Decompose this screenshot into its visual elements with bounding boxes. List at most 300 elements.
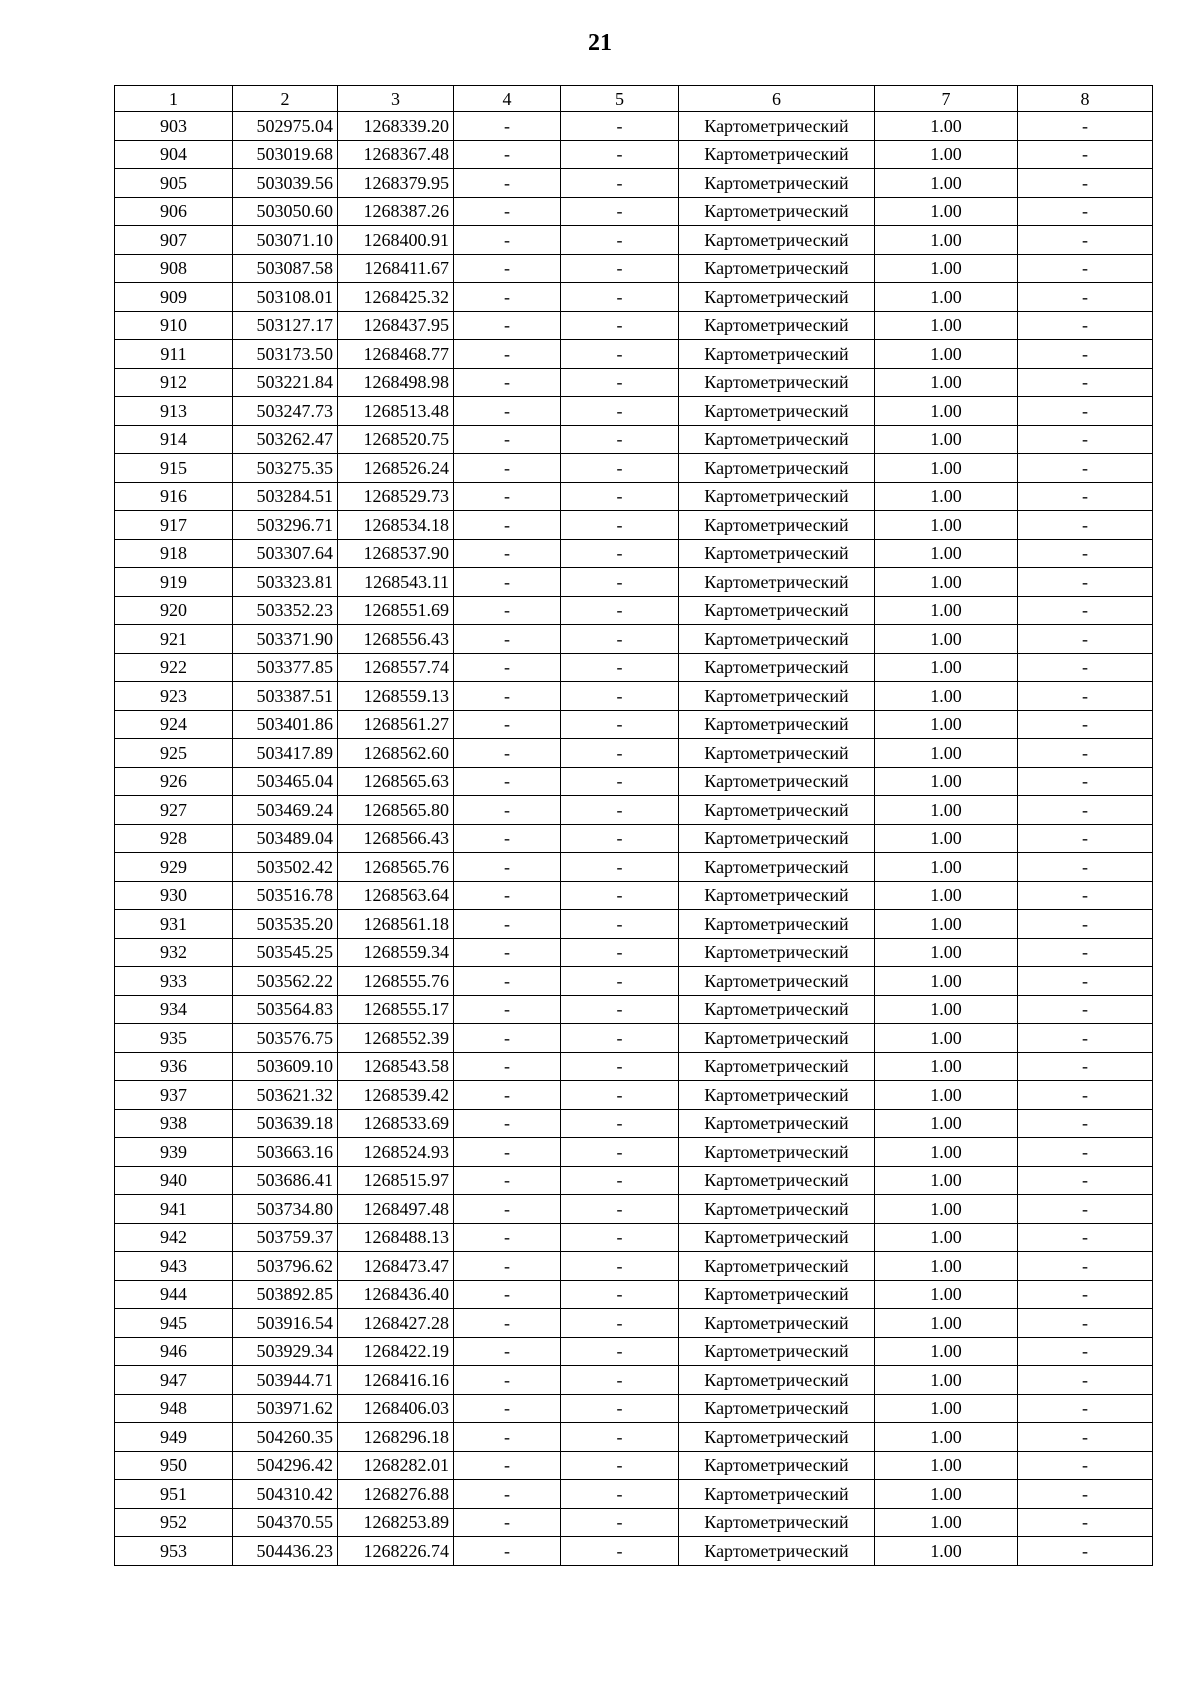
method-cell: Картометрический bbox=[679, 454, 875, 483]
point-number-cell: 928 bbox=[115, 824, 233, 853]
column-8-cell: - bbox=[1018, 824, 1153, 853]
column-5-cell: - bbox=[561, 1280, 679, 1309]
column-5-cell: - bbox=[561, 169, 679, 198]
column-4-cell: - bbox=[454, 1309, 561, 1338]
table-row bbox=[115, 739, 1153, 768]
x-coordinate-cell: 503562.22 bbox=[233, 967, 338, 996]
point-number-cell: 923 bbox=[115, 682, 233, 711]
column-8-cell: - bbox=[1018, 397, 1153, 426]
method-cell: Картометрический bbox=[679, 1480, 875, 1509]
point-number-cell: 952 bbox=[115, 1508, 233, 1537]
column-5-cell: - bbox=[561, 739, 679, 768]
column-8-cell: - bbox=[1018, 1138, 1153, 1167]
column-8-cell: - bbox=[1018, 796, 1153, 825]
method-cell: Картометрический bbox=[679, 1138, 875, 1167]
accuracy-cell: 1.00 bbox=[875, 511, 1018, 540]
x-coordinate-cell: 503173.50 bbox=[233, 340, 338, 369]
column-8-cell: - bbox=[1018, 938, 1153, 967]
y-coordinate-cell: 1268562.60 bbox=[338, 739, 454, 768]
point-number-cell: 910 bbox=[115, 311, 233, 340]
column-8-cell: - bbox=[1018, 881, 1153, 910]
column-header: 2 bbox=[233, 86, 338, 112]
accuracy-cell: 1.00 bbox=[875, 938, 1018, 967]
point-number-cell: 931 bbox=[115, 910, 233, 939]
method-cell: Картометрический bbox=[679, 1280, 875, 1309]
method-cell: Картометрический bbox=[679, 1537, 875, 1566]
y-coordinate-cell: 1268427.28 bbox=[338, 1309, 454, 1338]
method-cell: Картометрический bbox=[679, 653, 875, 682]
column-header: 3 bbox=[338, 86, 454, 112]
y-coordinate-cell: 1268296.18 bbox=[338, 1423, 454, 1452]
column-header: 5 bbox=[561, 86, 679, 112]
y-coordinate-cell: 1268379.95 bbox=[338, 169, 454, 198]
x-coordinate-cell: 503892.85 bbox=[233, 1280, 338, 1309]
column-5-cell: - bbox=[561, 596, 679, 625]
method-cell: Картометрический bbox=[679, 482, 875, 511]
column-8-cell: - bbox=[1018, 368, 1153, 397]
x-coordinate-cell: 503686.41 bbox=[233, 1166, 338, 1195]
method-cell: Картометрический bbox=[679, 881, 875, 910]
method-cell: Картометрический bbox=[679, 625, 875, 654]
column-4-cell: - bbox=[454, 197, 561, 226]
accuracy-cell: 1.00 bbox=[875, 625, 1018, 654]
x-coordinate-cell: 503071.10 bbox=[233, 226, 338, 255]
accuracy-cell: 1.00 bbox=[875, 539, 1018, 568]
column-4-cell: - bbox=[454, 824, 561, 853]
column-4-cell: - bbox=[454, 1508, 561, 1537]
column-5-cell: - bbox=[561, 653, 679, 682]
accuracy-cell: 1.00 bbox=[875, 853, 1018, 882]
column-8-cell: - bbox=[1018, 967, 1153, 996]
column-8-cell: - bbox=[1018, 140, 1153, 169]
point-number-cell: 945 bbox=[115, 1309, 233, 1338]
accuracy-cell: 1.00 bbox=[875, 1109, 1018, 1138]
table-row bbox=[115, 824, 1153, 853]
point-number-cell: 937 bbox=[115, 1081, 233, 1110]
table-row bbox=[115, 226, 1153, 255]
method-cell: Картометрический bbox=[679, 539, 875, 568]
x-coordinate-cell: 503296.71 bbox=[233, 511, 338, 540]
point-number-cell: 915 bbox=[115, 454, 233, 483]
x-coordinate-cell: 503609.10 bbox=[233, 1052, 338, 1081]
column-4-cell: - bbox=[454, 596, 561, 625]
accuracy-cell: 1.00 bbox=[875, 653, 1018, 682]
column-8-cell: - bbox=[1018, 454, 1153, 483]
x-coordinate-cell: 503307.64 bbox=[233, 539, 338, 568]
accuracy-cell: 1.00 bbox=[875, 1223, 1018, 1252]
column-4-cell: - bbox=[454, 1451, 561, 1480]
accuracy-cell: 1.00 bbox=[875, 1480, 1018, 1509]
column-5-cell: - bbox=[561, 539, 679, 568]
table-row bbox=[115, 311, 1153, 340]
table-row bbox=[115, 1337, 1153, 1366]
method-cell: Картометрический bbox=[679, 1423, 875, 1452]
column-5-cell: - bbox=[561, 1052, 679, 1081]
table-row bbox=[115, 482, 1153, 511]
accuracy-cell: 1.00 bbox=[875, 710, 1018, 739]
y-coordinate-cell: 1268551.69 bbox=[338, 596, 454, 625]
table-row bbox=[115, 1537, 1153, 1566]
x-coordinate-cell: 503352.23 bbox=[233, 596, 338, 625]
column-5-cell: - bbox=[561, 311, 679, 340]
y-coordinate-cell: 1268276.88 bbox=[338, 1480, 454, 1509]
y-coordinate-cell: 1268437.95 bbox=[338, 311, 454, 340]
x-coordinate-cell: 504370.55 bbox=[233, 1508, 338, 1537]
column-4-cell: - bbox=[454, 368, 561, 397]
method-cell: Картометрический bbox=[679, 1166, 875, 1195]
x-coordinate-cell: 503417.89 bbox=[233, 739, 338, 768]
table-row bbox=[115, 967, 1153, 996]
column-4-cell: - bbox=[454, 340, 561, 369]
column-header: 8 bbox=[1018, 86, 1153, 112]
point-number-cell: 953 bbox=[115, 1537, 233, 1566]
column-4-cell: - bbox=[454, 1166, 561, 1195]
column-4-cell: - bbox=[454, 1081, 561, 1110]
y-coordinate-cell: 1268387.26 bbox=[338, 197, 454, 226]
y-coordinate-cell: 1268498.98 bbox=[338, 368, 454, 397]
table-row bbox=[115, 340, 1153, 369]
column-8-cell: - bbox=[1018, 1280, 1153, 1309]
y-coordinate-cell: 1268557.74 bbox=[338, 653, 454, 682]
x-coordinate-cell: 503323.81 bbox=[233, 568, 338, 597]
column-4-cell: - bbox=[454, 910, 561, 939]
column-4-cell: - bbox=[454, 938, 561, 967]
column-4-cell: - bbox=[454, 1109, 561, 1138]
method-cell: Картометрический bbox=[679, 340, 875, 369]
column-5-cell: - bbox=[561, 682, 679, 711]
point-number-cell: 906 bbox=[115, 197, 233, 226]
x-coordinate-cell: 503127.17 bbox=[233, 311, 338, 340]
column-8-cell: - bbox=[1018, 910, 1153, 939]
x-coordinate-cell: 503759.37 bbox=[233, 1223, 338, 1252]
accuracy-cell: 1.00 bbox=[875, 682, 1018, 711]
y-coordinate-cell: 1268565.76 bbox=[338, 853, 454, 882]
point-number-cell: 935 bbox=[115, 1024, 233, 1053]
table-row bbox=[115, 1052, 1153, 1081]
column-4-cell: - bbox=[454, 767, 561, 796]
x-coordinate-cell: 503971.62 bbox=[233, 1394, 338, 1423]
table-row bbox=[115, 568, 1153, 597]
column-5-cell: - bbox=[561, 881, 679, 910]
point-number-cell: 933 bbox=[115, 967, 233, 996]
column-4-cell: - bbox=[454, 140, 561, 169]
point-number-cell: 947 bbox=[115, 1366, 233, 1395]
column-5-cell: - bbox=[561, 767, 679, 796]
x-coordinate-cell: 503019.68 bbox=[233, 140, 338, 169]
table-row bbox=[115, 796, 1153, 825]
column-5-cell: - bbox=[561, 938, 679, 967]
x-coordinate-cell: 503284.51 bbox=[233, 482, 338, 511]
x-coordinate-cell: 503545.25 bbox=[233, 938, 338, 967]
point-number-cell: 912 bbox=[115, 368, 233, 397]
accuracy-cell: 1.00 bbox=[875, 1337, 1018, 1366]
y-coordinate-cell: 1268367.48 bbox=[338, 140, 454, 169]
table-row bbox=[115, 1508, 1153, 1537]
point-number-cell: 913 bbox=[115, 397, 233, 426]
column-5-cell: - bbox=[561, 254, 679, 283]
accuracy-cell: 1.00 bbox=[875, 910, 1018, 939]
column-header: 7 bbox=[875, 86, 1018, 112]
point-number-cell: 943 bbox=[115, 1252, 233, 1281]
column-5-cell: - bbox=[561, 1024, 679, 1053]
column-4-cell: - bbox=[454, 710, 561, 739]
point-number-cell: 938 bbox=[115, 1109, 233, 1138]
column-4-cell: - bbox=[454, 539, 561, 568]
column-8-cell: - bbox=[1018, 995, 1153, 1024]
accuracy-cell: 1.00 bbox=[875, 1052, 1018, 1081]
column-4-cell: - bbox=[454, 653, 561, 682]
accuracy-cell: 1.00 bbox=[875, 1537, 1018, 1566]
point-number-cell: 944 bbox=[115, 1280, 233, 1309]
x-coordinate-cell: 503535.20 bbox=[233, 910, 338, 939]
column-4-cell: - bbox=[454, 1138, 561, 1167]
method-cell: Картометрический bbox=[679, 1252, 875, 1281]
column-4-cell: - bbox=[454, 1223, 561, 1252]
column-4-cell: - bbox=[454, 454, 561, 483]
x-coordinate-cell: 503929.34 bbox=[233, 1337, 338, 1366]
column-5-cell: - bbox=[561, 368, 679, 397]
x-coordinate-cell: 503050.60 bbox=[233, 197, 338, 226]
column-4-cell: - bbox=[454, 881, 561, 910]
table-row bbox=[115, 1223, 1153, 1252]
x-coordinate-cell: 503221.84 bbox=[233, 368, 338, 397]
x-coordinate-cell: 503262.47 bbox=[233, 425, 338, 454]
table-row bbox=[115, 140, 1153, 169]
method-cell: Картометрический bbox=[679, 710, 875, 739]
accuracy-cell: 1.00 bbox=[875, 169, 1018, 198]
table-row bbox=[115, 767, 1153, 796]
x-coordinate-cell: 503377.85 bbox=[233, 653, 338, 682]
y-coordinate-cell: 1268539.42 bbox=[338, 1081, 454, 1110]
method-cell: Картометрический bbox=[679, 112, 875, 141]
point-number-cell: 916 bbox=[115, 482, 233, 511]
column-4-cell: - bbox=[454, 796, 561, 825]
method-cell: Картометрический bbox=[679, 1309, 875, 1338]
column-8-cell: - bbox=[1018, 710, 1153, 739]
column-5-cell: - bbox=[561, 140, 679, 169]
method-cell: Картометрический bbox=[679, 397, 875, 426]
point-number-cell: 939 bbox=[115, 1138, 233, 1167]
accuracy-cell: 1.00 bbox=[875, 967, 1018, 996]
accuracy-cell: 1.00 bbox=[875, 397, 1018, 426]
column-5-cell: - bbox=[561, 1508, 679, 1537]
x-coordinate-cell: 503576.75 bbox=[233, 1024, 338, 1053]
column-8-cell: - bbox=[1018, 682, 1153, 711]
point-number-cell: 929 bbox=[115, 853, 233, 882]
column-5-cell: - bbox=[561, 625, 679, 654]
column-4-cell: - bbox=[454, 425, 561, 454]
column-4-cell: - bbox=[454, 568, 561, 597]
column-8-cell: - bbox=[1018, 1423, 1153, 1452]
column-5-cell: - bbox=[561, 1195, 679, 1224]
column-8-cell: - bbox=[1018, 653, 1153, 682]
method-cell: Картометрический bbox=[679, 1451, 875, 1480]
column-4-cell: - bbox=[454, 1537, 561, 1566]
column-4-cell: - bbox=[454, 254, 561, 283]
column-8-cell: - bbox=[1018, 625, 1153, 654]
accuracy-cell: 1.00 bbox=[875, 1366, 1018, 1395]
x-coordinate-cell: 503663.16 bbox=[233, 1138, 338, 1167]
column-5-cell: - bbox=[561, 967, 679, 996]
accuracy-cell: 1.00 bbox=[875, 1451, 1018, 1480]
column-5-cell: - bbox=[561, 511, 679, 540]
accuracy-cell: 1.00 bbox=[875, 112, 1018, 141]
method-cell: Картометрический bbox=[679, 824, 875, 853]
method-cell: Картометрический bbox=[679, 995, 875, 1024]
point-number-cell: 949 bbox=[115, 1423, 233, 1452]
column-4-cell: - bbox=[454, 226, 561, 255]
point-number-cell: 942 bbox=[115, 1223, 233, 1252]
x-coordinate-cell: 503796.62 bbox=[233, 1252, 338, 1281]
y-coordinate-cell: 1268513.48 bbox=[338, 397, 454, 426]
column-8-cell: - bbox=[1018, 767, 1153, 796]
column-8-cell: - bbox=[1018, 739, 1153, 768]
column-5-cell: - bbox=[561, 197, 679, 226]
accuracy-cell: 1.00 bbox=[875, 568, 1018, 597]
y-coordinate-cell: 1268555.76 bbox=[338, 967, 454, 996]
method-cell: Картометрический bbox=[679, 254, 875, 283]
accuracy-cell: 1.00 bbox=[875, 1081, 1018, 1110]
y-coordinate-cell: 1268515.97 bbox=[338, 1166, 454, 1195]
x-coordinate-cell: 503489.04 bbox=[233, 824, 338, 853]
method-cell: Картометрический bbox=[679, 1394, 875, 1423]
y-coordinate-cell: 1268565.63 bbox=[338, 767, 454, 796]
point-number-cell: 930 bbox=[115, 881, 233, 910]
x-coordinate-cell: 503401.86 bbox=[233, 710, 338, 739]
x-coordinate-cell: 503387.51 bbox=[233, 682, 338, 711]
x-coordinate-cell: 503639.18 bbox=[233, 1109, 338, 1138]
point-number-cell: 918 bbox=[115, 539, 233, 568]
table-row bbox=[115, 197, 1153, 226]
column-4-cell: - bbox=[454, 995, 561, 1024]
column-5-cell: - bbox=[561, 710, 679, 739]
point-number-cell: 907 bbox=[115, 226, 233, 255]
column-5-cell: - bbox=[561, 226, 679, 255]
column-8-cell: - bbox=[1018, 482, 1153, 511]
column-5-cell: - bbox=[561, 1223, 679, 1252]
method-cell: Картометрический bbox=[679, 311, 875, 340]
accuracy-cell: 1.00 bbox=[875, 796, 1018, 825]
column-5-cell: - bbox=[561, 340, 679, 369]
column-8-cell: - bbox=[1018, 1195, 1153, 1224]
x-coordinate-cell: 503469.24 bbox=[233, 796, 338, 825]
column-8-cell: - bbox=[1018, 197, 1153, 226]
column-4-cell: - bbox=[454, 853, 561, 882]
accuracy-cell: 1.00 bbox=[875, 881, 1018, 910]
column-4-cell: - bbox=[454, 112, 561, 141]
accuracy-cell: 1.00 bbox=[875, 454, 1018, 483]
method-cell: Картометрический bbox=[679, 568, 875, 597]
point-number-cell: 951 bbox=[115, 1480, 233, 1509]
column-4-cell: - bbox=[454, 511, 561, 540]
column-5-cell: - bbox=[561, 1166, 679, 1195]
column-8-cell: - bbox=[1018, 1052, 1153, 1081]
table-row bbox=[115, 625, 1153, 654]
point-number-cell: 927 bbox=[115, 796, 233, 825]
y-coordinate-cell: 1268529.73 bbox=[338, 482, 454, 511]
y-coordinate-cell: 1268400.91 bbox=[338, 226, 454, 255]
accuracy-cell: 1.00 bbox=[875, 1252, 1018, 1281]
table-row bbox=[115, 710, 1153, 739]
column-5-cell: - bbox=[561, 397, 679, 426]
column-8-cell: - bbox=[1018, 283, 1153, 312]
table-row bbox=[115, 1252, 1153, 1281]
method-cell: Картометрический bbox=[679, 425, 875, 454]
x-coordinate-cell: 504296.42 bbox=[233, 1451, 338, 1480]
x-coordinate-cell: 503039.56 bbox=[233, 169, 338, 198]
method-cell: Картометрический bbox=[679, 283, 875, 312]
x-coordinate-cell: 503502.42 bbox=[233, 853, 338, 882]
column-4-cell: - bbox=[454, 739, 561, 768]
point-number-cell: 925 bbox=[115, 739, 233, 768]
column-5-cell: - bbox=[561, 1366, 679, 1395]
point-number-cell: 917 bbox=[115, 511, 233, 540]
accuracy-cell: 1.00 bbox=[875, 254, 1018, 283]
table-row bbox=[115, 1138, 1153, 1167]
page-number: 21 bbox=[588, 30, 612, 56]
column-5-cell: - bbox=[561, 1394, 679, 1423]
column-8-cell: - bbox=[1018, 1394, 1153, 1423]
accuracy-cell: 1.00 bbox=[875, 1280, 1018, 1309]
accuracy-cell: 1.00 bbox=[875, 140, 1018, 169]
point-number-cell: 934 bbox=[115, 995, 233, 1024]
column-8-cell: - bbox=[1018, 1451, 1153, 1480]
x-coordinate-cell: 503108.01 bbox=[233, 283, 338, 312]
y-coordinate-cell: 1268559.13 bbox=[338, 682, 454, 711]
coordinates-table bbox=[114, 85, 1153, 1566]
accuracy-cell: 1.00 bbox=[875, 1024, 1018, 1053]
accuracy-cell: 1.00 bbox=[875, 1166, 1018, 1195]
column-5-cell: - bbox=[561, 425, 679, 454]
method-cell: Картометрический bbox=[679, 1337, 875, 1366]
column-8-cell: - bbox=[1018, 1081, 1153, 1110]
column-4-cell: - bbox=[454, 682, 561, 711]
method-cell: Картометрический bbox=[679, 767, 875, 796]
table-row bbox=[115, 1166, 1153, 1195]
point-number-cell: 950 bbox=[115, 1451, 233, 1480]
column-5-cell: - bbox=[561, 283, 679, 312]
x-coordinate-cell: 504436.23 bbox=[233, 1537, 338, 1566]
table-row bbox=[115, 1309, 1153, 1338]
column-8-cell: - bbox=[1018, 568, 1153, 597]
column-header: 4 bbox=[454, 86, 561, 112]
column-5-cell: - bbox=[561, 1109, 679, 1138]
y-coordinate-cell: 1268552.39 bbox=[338, 1024, 454, 1053]
y-coordinate-cell: 1268497.48 bbox=[338, 1195, 454, 1224]
column-5-cell: - bbox=[561, 796, 679, 825]
point-number-cell: 903 bbox=[115, 112, 233, 141]
point-number-cell: 940 bbox=[115, 1166, 233, 1195]
point-number-cell: 908 bbox=[115, 254, 233, 283]
y-coordinate-cell: 1268563.64 bbox=[338, 881, 454, 910]
accuracy-cell: 1.00 bbox=[875, 425, 1018, 454]
column-4-cell: - bbox=[454, 283, 561, 312]
column-8-cell: - bbox=[1018, 1109, 1153, 1138]
y-coordinate-cell: 1268422.19 bbox=[338, 1337, 454, 1366]
y-coordinate-cell: 1268473.47 bbox=[338, 1252, 454, 1281]
method-cell: Картометрический bbox=[679, 226, 875, 255]
table-row bbox=[115, 254, 1153, 283]
column-4-cell: - bbox=[454, 967, 561, 996]
y-coordinate-cell: 1268253.89 bbox=[338, 1508, 454, 1537]
column-4-cell: - bbox=[454, 482, 561, 511]
column-4-cell: - bbox=[454, 1280, 561, 1309]
y-coordinate-cell: 1268543.58 bbox=[338, 1052, 454, 1081]
method-cell: Картометрический bbox=[679, 1223, 875, 1252]
method-cell: Картометрический bbox=[679, 596, 875, 625]
x-coordinate-cell: 503465.04 bbox=[233, 767, 338, 796]
table-row bbox=[115, 511, 1153, 540]
